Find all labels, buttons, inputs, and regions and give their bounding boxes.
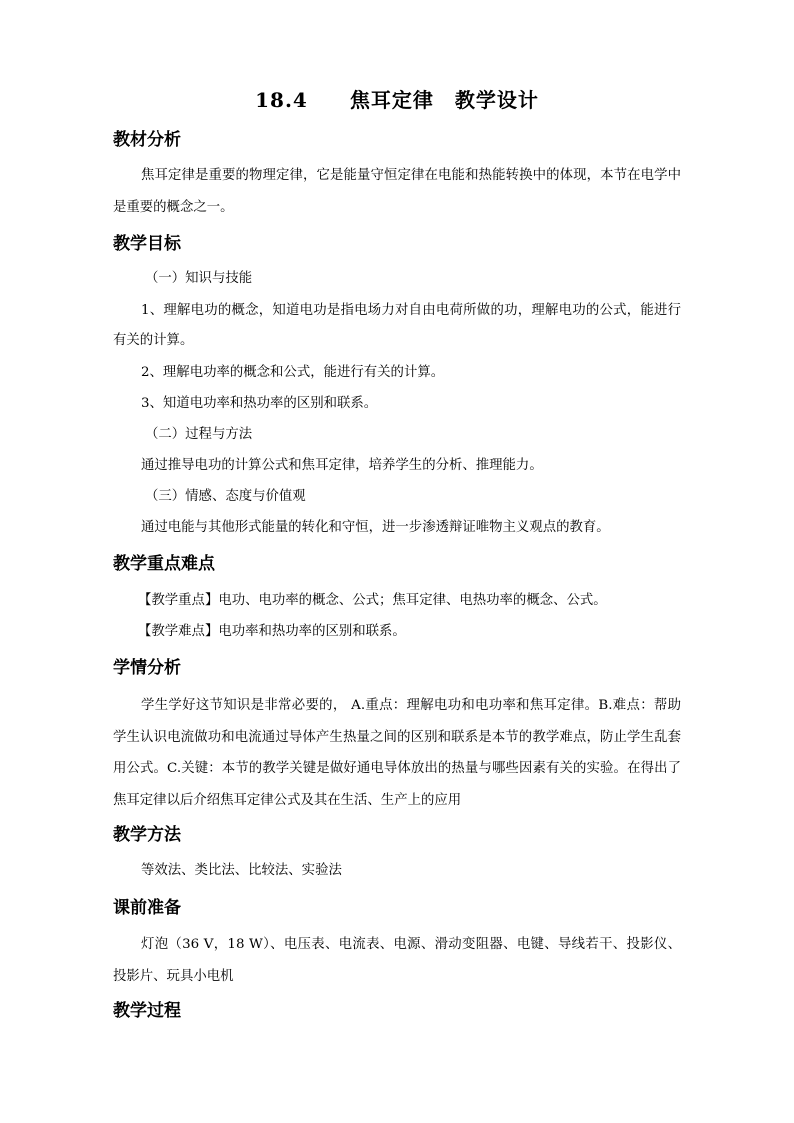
heading-teaching-process: 教学过程 (113, 1001, 181, 1021)
objective-subheading-knowledge: （一）知识与技能 (145, 271, 253, 286)
heading-key-difficult-points: 教学重点难点 (113, 554, 215, 574)
objective-item-2: 2、理解电功率的概念和公式，能进行有关的计算。 (141, 365, 445, 380)
heading-textbook-analysis: 教材分析 (113, 130, 181, 150)
student-analysis-paragraph: 学生学好这节知识是非常必要的， A.重点：理解电功和电功率和焦耳定律。B.难点：帮助学生认识电流做功和电流通过导体产生热量之间的区别和联系是本节的教学难点，防止学生乱套用公式。C.关键：本节的教学关键是做好通电导体放出的热量与哪些因素有关的实验。在得出了焦耳定律以后介绍焦耳定律公式及其在生活、生产上的应用 (113, 698, 681, 808)
heading-teaching-methods: 教学方法 (113, 825, 181, 845)
key-point-text: 【教学重点】电功、电功率的概念、公式；焦耳定律、电热功率的概念、公式。 (138, 593, 607, 608)
objective-attitude-text: 通过电能与其他形式能量的转化和守恒，进一步渗透辩证唯物主义观点的教育。 (141, 520, 610, 535)
objective-subheading-attitude: （三）情感、态度与价值观 (145, 489, 306, 504)
teaching-methods-text: 等效法、类比法、比较法、实验法 (141, 863, 342, 878)
document-title: 18.4 焦耳定律 教学设计 (255, 88, 539, 112)
heading-teaching-objectives: 教学目标 (113, 234, 181, 254)
difficult-point-text: 【教学难点】电功率和热功率的区别和联系。 (138, 624, 406, 639)
heading-preparation: 课前准备 (113, 898, 181, 918)
objective-item-3: 3、知道电功率和热功率的区别和联系。 (141, 396, 378, 411)
objective-process-text: 通过推导电功的计算公式和焦耳定律，培养学生的分析、推理能力。 (141, 458, 543, 473)
textbook-analysis-paragraph: 焦耳定律是重要的物理定律，它是能量守恒定律在电能和热能转换中的体现，本节在电学中是重要的概念之一。 (113, 168, 681, 215)
preparation-paragraph: 灯泡（36 V，18 W）、电压表、电流表、电源、滑动变阻器、电键、导线若干、投影仪、投影片、玩具小电机 (113, 937, 681, 984)
objective-subheading-process: （二）过程与方法 (145, 427, 253, 442)
heading-student-analysis: 学情分析 (113, 658, 181, 678)
objective-item-1: 1、理解电功的概念，知道电功是指电场力对自由电荷所做的功，理解电功的公式，能进行有关的计算。 (113, 303, 681, 348)
